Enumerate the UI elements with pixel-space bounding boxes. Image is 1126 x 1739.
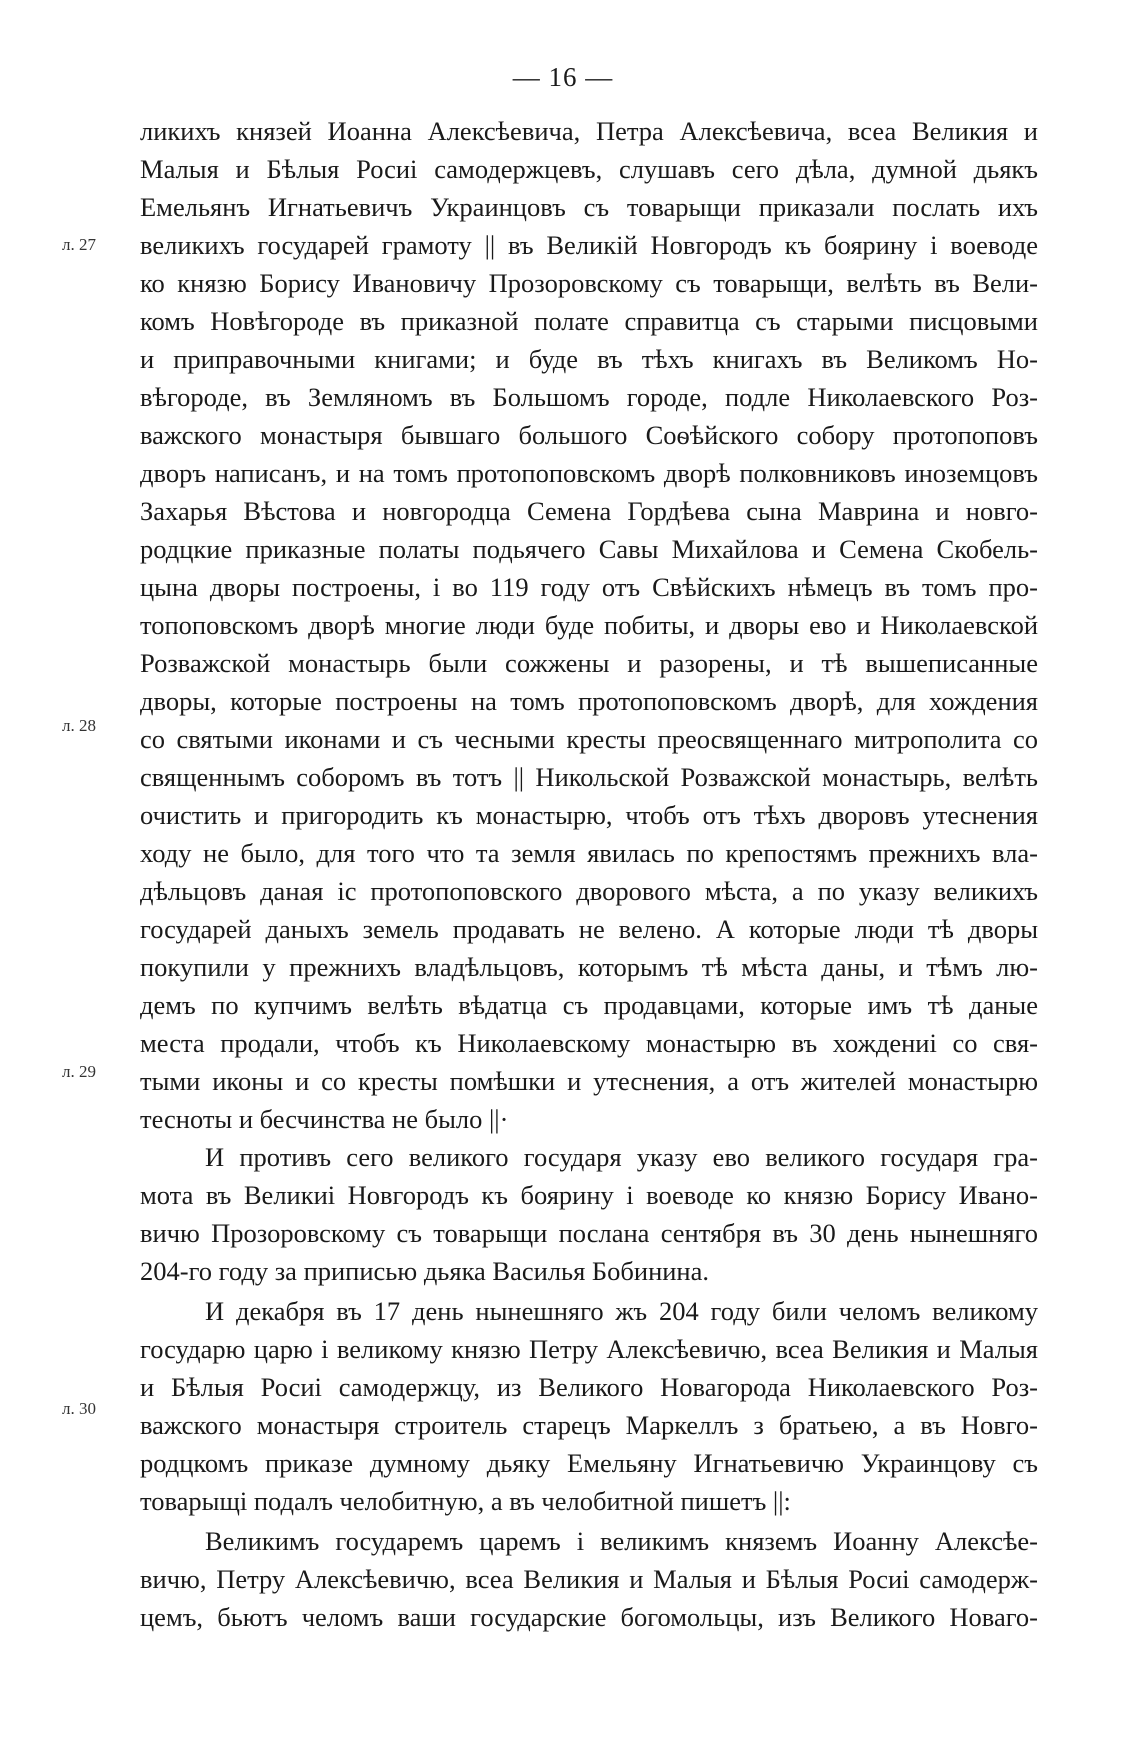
- text-line: священнымъ соборомъ въ тотъ || Никольской Розважской монастырь, велѣть: [140, 762, 1038, 792]
- text-line: родцкомъ приказе думному дьяку Емельяну Игнатьевичю Украинцову съ: [140, 1448, 1038, 1478]
- text-line: родцкие приказные полаты подьячего Савы Михайлова и Семена Скобель-: [140, 534, 1038, 564]
- text-line: Емельянъ Игнатьевичъ Украинцовъ съ товарыщи приказали послать ихъ: [140, 192, 1038, 222]
- text-line: Малыя и Бѣлыя Росиі самодержцевъ, слушавъ сего дѣла, думной дьякъ: [140, 154, 1038, 184]
- text-line: дѣльцовъ даная іс протопоповского дворового мѣста, а по указу великихъ: [140, 876, 1038, 906]
- text-line: Великимъ государемъ царемъ і великимъ княземъ Иоанну Алексѣе-: [205, 1526, 1038, 1556]
- text-line: цына дворы построены, і во 119 году отъ Свѣйскихъ нѣмецъ въ томъ про-: [140, 572, 1038, 602]
- text-line: И противъ сего великого государя указу ево великого государя гра-: [205, 1142, 1038, 1172]
- text-line: тыми иконы и со кресты помѣшки и утеснения, а отъ жителей монастырю: [140, 1066, 1038, 1096]
- text-line: мота въ Великиі Новгородъ къ боярину і воеводе ко князю Борису Ивано-: [140, 1180, 1038, 1210]
- text-line: ходу не было, для того что та земля явилась по крепостямъ прежнихъ вла-: [140, 838, 1038, 868]
- margin-note-l29: л. 29: [62, 1062, 96, 1081]
- text-line: великихъ государей грамоту || въ Великій Новгородъ къ боярину і воеводе: [140, 230, 1038, 260]
- margin-note-l28: л. 28: [62, 716, 96, 735]
- text-line: комъ Новѣгороде въ приказной полате справитца съ старыми писцовыми: [140, 306, 1038, 336]
- text-line: дворы, которые построены на томъ протопоповскомъ дворѣ, для хождения: [140, 686, 1038, 716]
- text-line: товарыщі подалъ челобитную, а въ челобитной пишетъ ||:: [140, 1486, 791, 1516]
- text-line: и Бѣлыя Росиі самодержцу, из Великого Новагорода Николаевского Роз-: [140, 1372, 1038, 1402]
- text-line: вѣгороде, въ Земляномъ въ Большомъ городе, подле Николаевского Роз-: [140, 382, 1038, 412]
- text-line: 204-го году за приписью дьяка Василья Бобинина.: [140, 1256, 709, 1286]
- text-line: дворъ написанъ, и на томъ протопоповскомъ дворѣ полковниковъ иноземцовъ: [140, 458, 1038, 488]
- text-line: покупили у прежнихъ владѣльцовъ, которымъ тѣ мѣста даны, и тѣмъ лю-: [140, 952, 1038, 982]
- text-line: важского монастыря строитель старецъ Маркеллъ з братьею, а въ Новго-: [140, 1410, 1038, 1440]
- text-line: важского монастыря бывшаго большого Соѳѣйского собору протопоповъ: [140, 420, 1038, 450]
- text-line: Розважской монастырь были сожжены и разорены, и тѣ вышеписанные: [140, 648, 1038, 678]
- text-line: ко князю Борису Ивановичу Прозоровскому съ товарыщи, велѣть въ Вели-: [140, 268, 1038, 298]
- text-line: цемъ, бьютъ челомъ ваши государские богомольцы, изъ Великого Новаго-: [140, 1602, 1038, 1632]
- text-line: места продали, чтобъ къ Николаевскому монастырю въ хождениі со свя-: [140, 1028, 1038, 1058]
- page-number: — 16 —: [512, 62, 614, 92]
- text-line: И декабря въ 17 день нынешняго жъ 204 году били челомъ великому: [205, 1296, 1038, 1326]
- margin-note-l27: л. 27: [62, 235, 96, 254]
- text-line: топоповскомъ дворѣ многие люди буде побиты, и дворы ево и Николаевской: [140, 610, 1038, 640]
- text-line: ликихъ князей Иоанна Алексѣевича, Петра Алексѣевича, всеа Великия и: [140, 116, 1038, 146]
- text-line: со святыми иконами и съ чесными кресты преосвященнаго митрополита со: [140, 724, 1038, 754]
- text-line: вичю, Петру Алексѣевичю, всеа Великия и Малыя и Бѣлыя Росиі самодерж-: [140, 1564, 1038, 1594]
- text-line: вичю Прозоровскому съ товарыщи послана сентября въ 30 день нынешняго: [140, 1218, 1038, 1248]
- text-line: и приправочными книгами; и буде въ тѣхъ книгахъ въ Великомъ Но-: [140, 344, 1038, 374]
- text-line: государю царю і великому князю Петру Алексѣевичю, всеа Великия и Малыя: [140, 1334, 1038, 1364]
- text-line: Захарья Вѣстова и новгородца Семена Гордѣева сына Маврина и новго-: [140, 496, 1038, 526]
- text-line: государей даныхъ земель продавать не велено. А которые люди тѣ дворы: [140, 914, 1038, 944]
- text-line: демъ по купчимъ велѣть вѣдатца съ продавцами, которые имъ тѣ даные: [140, 990, 1038, 1020]
- text-line: тесноты и бесчинства не было ||·: [140, 1104, 509, 1134]
- margin-note-l30: л. 30: [62, 1399, 96, 1418]
- text-line: очистить и пригородить къ монастырю, чтобъ отъ тѣхъ дворовъ утеснения: [140, 800, 1038, 830]
